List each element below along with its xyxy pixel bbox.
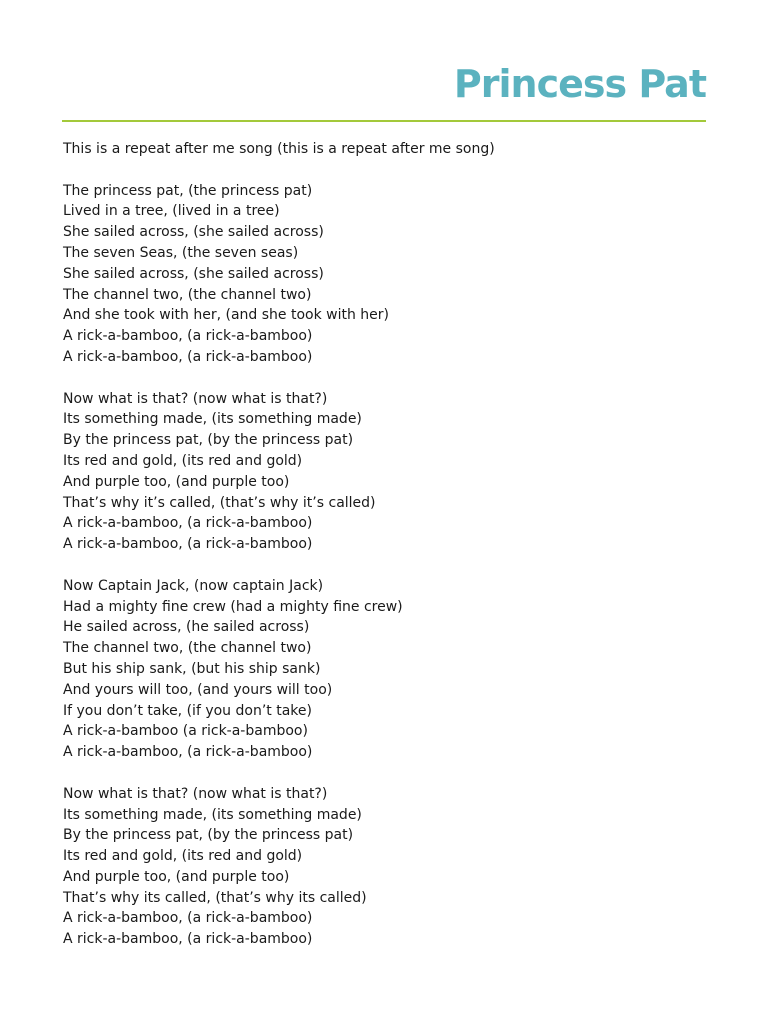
verse-4 bbox=[63, 784, 703, 950]
lyric-line: Its something made, (its something made) bbox=[63, 806, 362, 823]
lyric-line: Now what is that? (now what is that?) bbox=[63, 390, 328, 407]
verse-1 bbox=[63, 181, 703, 368]
lyric-line: That’s why it’s called, (that’s why it’s called) bbox=[63, 494, 376, 511]
lyric-line: A rick-a-bamboo, (a rick-a-bamboo) bbox=[63, 328, 313, 345]
lyric-line: A rick-a-bamboo, (a rick-a-bamboo) bbox=[63, 910, 313, 927]
intro-line: This is a repeat after me song (this is a repeat after me song) bbox=[63, 141, 495, 157]
header bbox=[62, 58, 706, 122]
lyric-line: By the princess pat, (by the princess pat) bbox=[63, 827, 354, 844]
lyric-line: He sailed across, (he sailed across) bbox=[63, 619, 310, 636]
lyrics bbox=[63, 139, 703, 950]
lyric-line: Now what is that? (now what is that?) bbox=[63, 785, 328, 802]
verses-container bbox=[63, 181, 703, 950]
lyric-line: A rick-a-bamboo, (a rick-a-bamboo) bbox=[63, 515, 313, 532]
lyric-line: Now Captain Jack, (now captain Jack) bbox=[63, 577, 324, 594]
lyric-line: Its something made, (its something made) bbox=[63, 411, 362, 428]
lyric-line: A rick-a-bamboo, (a rick-a-bamboo) bbox=[63, 931, 313, 948]
verse-3 bbox=[63, 576, 703, 763]
lyric-line: Its red and gold, (its red and gold) bbox=[63, 848, 303, 865]
lyric-line: A rick-a-bamboo, (a rick-a-bamboo) bbox=[63, 348, 313, 365]
lyric-line: A rick-a-bamboo, (a rick-a-bamboo) bbox=[63, 536, 313, 553]
lyric-line: That’s why its called, (that’s why its called) bbox=[63, 889, 367, 906]
page-title: Princess Pat bbox=[453, 62, 706, 106]
lyric-line: And purple too, (and purple too) bbox=[63, 473, 290, 490]
lyric-line: The channel two, (the channel two) bbox=[63, 640, 312, 657]
lyric-line: But his ship sank, (but his ship sank) bbox=[63, 660, 321, 677]
lyric-line: The princess pat, (the princess pat) bbox=[63, 182, 313, 199]
lyric-line: Had a mighty fine crew (had a mighty fine crew) bbox=[63, 598, 403, 615]
lyric-line: A rick-a-bamboo (a rick-a-bamboo) bbox=[63, 723, 308, 740]
lyric-line: And yours will too, (and yours will too) bbox=[63, 681, 333, 698]
lyric-line: She sailed across, (she sailed across) bbox=[63, 265, 324, 282]
lyric-line: If you don’t take, (if you don’t take) bbox=[63, 702, 312, 719]
lyric-line: And she took with her, (and she took with her) bbox=[63, 307, 390, 324]
lyric-line: She sailed across, (she sailed across) bbox=[63, 224, 324, 241]
lyric-line: And purple too, (and purple too) bbox=[63, 868, 290, 885]
lyric-line: Lived in a tree, (lived in a tree) bbox=[63, 203, 280, 220]
verse-2 bbox=[63, 389, 703, 555]
lyric-line: Its red and gold, (its red and gold) bbox=[63, 452, 303, 469]
lyric-line: By the princess pat, (by the princess pat) bbox=[63, 432, 354, 449]
lyric-line: The channel two, (the channel two) bbox=[63, 286, 312, 303]
lyric-line: The seven Seas, (the seven seas) bbox=[63, 244, 299, 261]
lyric-line: A rick-a-bamboo, (a rick-a-bamboo) bbox=[63, 744, 313, 761]
